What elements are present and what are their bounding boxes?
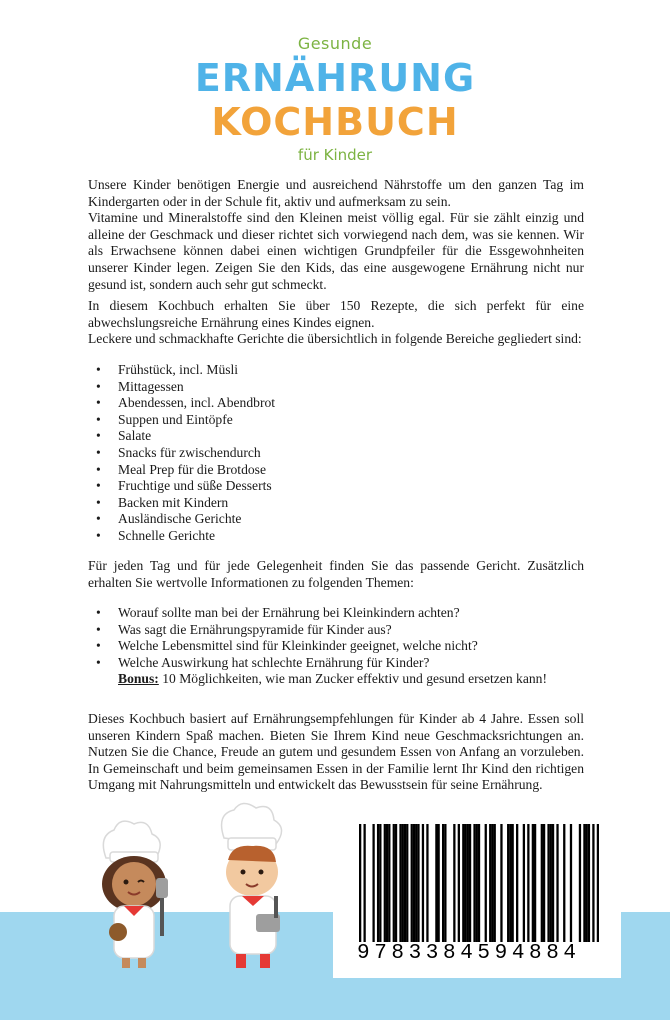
barcode-bar — [478, 824, 480, 942]
category-item-label: Salate — [118, 428, 152, 444]
bullet-icon: • — [96, 511, 101, 527]
intro-paragraph — [88, 177, 584, 293]
barcode-bar — [399, 824, 401, 942]
bullet-icon: • — [96, 362, 101, 377]
barcode-bar — [550, 824, 552, 942]
intro-text-2: Vitamine und Mineralstoffe sind den Kleinen meist völlig egal. Für sie zählt einzig und alleine der Geschmack und dieser richtet sich vorwiegend nach dem, was sie kennen. Wir als Erwachsene können dabei einen wichtigen Grundpfeiler für die Essgewohnheiten unserer Kinder legen. Zeigen Sie den Kids, das eine ausgewogene Ernährung nicht nur gesund ist, sondern auch sehr gut schmeckt. — [88, 210, 584, 292]
category-item-label: Fruchtige und süße Desserts — [118, 478, 272, 494]
bullet-icon: • — [96, 428, 101, 444]
chef-boy — [222, 803, 282, 968]
closing-text: Dieses Kochbuch basiert auf Ernährungsempfehlungen für Kinder ab 4 Jahre. Essen soll unseren Kindern Spaß machen. Bieten Sie Ihrem Kind neue Geschmacksrichtungen an. Nutzen Sie die Chance, Freude an gutem und gesundem Essen von Anfang an vorzuleben. In Gemeinschaft und beim gemeinsamen Essen in der Familie lernt Ihr Kind den richtigen Umgang mit Nahrungsmitteln und entwickelt das Bewusstsein für seine Ernährung. — [88, 711, 584, 793]
barcode-bar — [411, 824, 413, 942]
chef-girl — [102, 821, 168, 968]
barcode-bar — [395, 824, 397, 942]
daily-paragraph — [88, 558, 584, 591]
barcode-bar — [438, 824, 440, 942]
barcode-bar — [583, 824, 585, 942]
category-item — [96, 411, 558, 429]
barcode-bar — [491, 824, 493, 942]
barcode-bar — [435, 824, 437, 942]
category-item — [96, 428, 558, 445]
barcode-box — [333, 808, 621, 978]
recipes-text-2: Leckere und schmackhafte Gerichte die übersichtlich in folgende Bereiche gegliedert sind: — [88, 331, 582, 347]
barcode-bar — [552, 824, 554, 942]
bullet-icon: • — [96, 444, 101, 460]
barcode-bar — [512, 824, 514, 942]
topic-item-label: Welche Lebensmittel sind für Kleinkinder geeignet, welche nicht? — [118, 638, 478, 654]
category-item — [96, 461, 558, 479]
barcode-bar — [377, 824, 379, 942]
barcode-bar — [532, 824, 534, 942]
barcode-bar — [485, 824, 487, 942]
chef-kids-illustration — [70, 800, 330, 970]
barcode-bar — [444, 824, 446, 942]
barcode-bar — [415, 824, 417, 942]
barcode-bar — [464, 824, 466, 942]
bonus-label: Bonus: — [118, 671, 159, 687]
category-item — [96, 378, 558, 396]
barcode-bar — [417, 824, 419, 942]
barcode-bar — [473, 824, 475, 942]
title-line2: KOCHBUCH — [211, 100, 459, 144]
barcode-bar — [458, 824, 460, 942]
barcode-bar — [462, 824, 464, 942]
topic-item-label: Was sagt die Ernährungspyramide für Kinder aus? — [118, 621, 392, 637]
barcode-bar — [476, 824, 478, 942]
topic-item-label: Worauf sollte man bei der Ernährung bei Kleinkindern achten? — [118, 605, 460, 620]
barcode-bar — [597, 824, 599, 942]
topic-item — [96, 638, 588, 655]
bonus-text: 10 Möglichkeiten, wie man Zucker effektiv und gesund ersetzen kann! — [158, 671, 547, 687]
recipes-paragraph — [88, 298, 584, 348]
barcode-bar — [422, 824, 424, 942]
barcode-bar — [413, 824, 415, 942]
barcode-bar — [507, 824, 509, 942]
barcode-bar — [453, 824, 455, 942]
barcode-bar — [489, 824, 491, 942]
category-list — [96, 362, 558, 545]
bonus-line — [118, 671, 588, 688]
barcode-bar — [500, 824, 502, 942]
category-item-label: Backen mit Kindern — [118, 494, 229, 510]
barcode-bar — [467, 824, 469, 942]
bullet-icon: • — [96, 621, 101, 637]
barcode-bar — [588, 824, 590, 942]
category-item-label: Schnelle Gerichte — [118, 527, 216, 543]
bullet-icon: • — [96, 378, 101, 394]
recipes-text: In diesem Kochbuch erhalten Sie über 150 Rezepte, die sich perfekt für eine abwechslungsreiche Ernährung eines Kindes eignen. — [88, 298, 584, 330]
barcode-bar — [388, 824, 390, 942]
barcode-bar — [406, 824, 408, 942]
topic-item-label: Welche Auswirkung hat schlechte Ernährung für Kinder? — [118, 654, 430, 670]
barcode — [359, 824, 599, 942]
category-item — [96, 511, 558, 528]
bullet-icon: • — [96, 605, 101, 620]
category-item-label: Mittagessen — [118, 378, 184, 394]
barcode-bar — [547, 824, 549, 942]
category-item — [96, 395, 558, 412]
bullet-icon: • — [96, 527, 101, 543]
bullet-icon: • — [96, 638, 101, 654]
category-item — [96, 444, 558, 462]
barcode-bar — [393, 824, 395, 942]
bullet-icon: • — [96, 654, 101, 670]
barcode-bar — [527, 824, 529, 942]
barcode-bar — [570, 824, 572, 942]
barcode-bar — [384, 824, 386, 942]
topic-item — [96, 654, 588, 672]
topic-item — [96, 621, 588, 639]
category-item-label: Snacks für zwischendurch — [118, 444, 261, 460]
topic-item — [96, 605, 588, 622]
closing-paragraph — [88, 711, 584, 794]
barcode-bar — [404, 824, 406, 942]
barcode-bar — [442, 824, 444, 942]
category-item-label: Meal Prep für die Brotdose — [118, 461, 266, 477]
category-item-label: Abendessen, incl. Abendbrot — [118, 395, 276, 411]
barcode-bar — [586, 824, 588, 942]
bullet-icon: • — [96, 478, 101, 494]
barcode-bar — [541, 824, 543, 942]
barcode-bar — [386, 824, 388, 942]
barcode-bar — [372, 824, 374, 942]
daily-text: Für jeden Tag und für jede Gelegenheit finden Sie das passende Gericht. Zusätzlich erhalten Sie wertvolle Informationen zu folgenden Themen: — [88, 558, 584, 590]
barcode-bar — [469, 824, 471, 942]
barcode-bar — [523, 824, 525, 942]
category-item — [96, 478, 558, 495]
category-item — [96, 362, 558, 379]
title-bottom: für Kinder — [297, 146, 373, 164]
barcode-bar — [379, 824, 381, 942]
barcode-bar — [579, 824, 581, 942]
category-item-label: Frühstück, incl. Müsli — [118, 362, 239, 377]
barcode-bar — [592, 824, 594, 942]
barcode-bar — [543, 824, 545, 942]
category-item-label: Ausländische Gerichte — [118, 511, 242, 527]
category-item — [96, 494, 558, 512]
barcode-bar — [509, 824, 511, 942]
topic-list — [96, 605, 588, 688]
bullet-icon: • — [96, 395, 101, 411]
bullet-icon: • — [96, 461, 101, 477]
category-item-label: Suppen und Eintöpfe — [118, 411, 233, 427]
intro-text: Unsere Kinder benötigen Energie und ausreichend Nährstoffe um den ganzen Tag im Kindergarten oder in der Schule fit, aktiv und aufmerksam zu sein. — [88, 177, 584, 209]
category-item — [96, 527, 558, 545]
barcode-bar — [494, 824, 496, 942]
isbn-digits: 9783384594884 — [357, 942, 581, 965]
bullet-icon: • — [96, 411, 101, 427]
title-block — [0, 34, 670, 164]
barcode-bar — [556, 824, 558, 942]
barcode-bar — [402, 824, 404, 942]
barcode-bar — [534, 824, 536, 942]
title-line1: ERNÄHRUNG — [194, 56, 476, 100]
barcode-bar — [426, 824, 428, 942]
barcode-bar — [363, 824, 365, 942]
barcode-bar — [563, 824, 565, 942]
barcode-bar — [359, 824, 361, 942]
bullet-icon: • — [96, 494, 101, 510]
title-top: Gesunde — [297, 34, 373, 53]
barcode-bar — [516, 824, 518, 942]
